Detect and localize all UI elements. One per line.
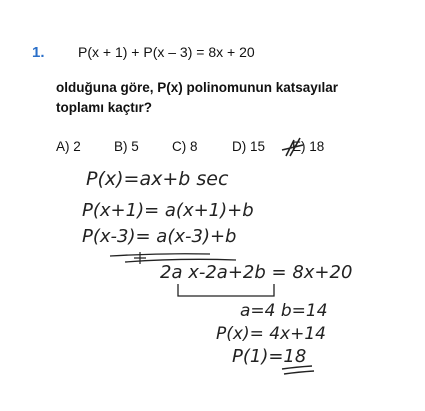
- choice-value: 5: [131, 139, 139, 154]
- choice-letter: D): [232, 139, 247, 154]
- handwritten-line-2: P(x+1)= a(x+1)+b: [82, 200, 254, 221]
- question-number: 1.: [32, 44, 45, 61]
- choice-value: 2: [73, 139, 81, 154]
- choice-e[interactable]: [292, 139, 324, 154]
- choice-c[interactable]: [172, 139, 198, 154]
- question-equation: P(x + 1) + P(x – 3) = 8x + 20: [78, 44, 255, 60]
- choice-a[interactable]: [56, 139, 81, 154]
- plus-marker: [134, 252, 146, 264]
- handwritten-line-6: P(x)= 4x+14: [216, 324, 326, 344]
- handwritten-line-1: P(x)=ax+b sec: [86, 168, 229, 190]
- choice-letter: C): [172, 139, 187, 154]
- choice-value: 18: [309, 139, 325, 154]
- choice-b[interactable]: [114, 139, 139, 154]
- choice-d[interactable]: [232, 139, 265, 154]
- choice-value: 8: [190, 139, 198, 154]
- choice-letter: A): [56, 139, 70, 154]
- answer-underline: [284, 371, 314, 374]
- choice-letter: B): [114, 139, 128, 154]
- handwritten-line-5: a=4 b=14: [240, 301, 328, 321]
- question-stem: olduğuna göre, P(x) polinomunun katsayılar toplamı kaçtır?: [56, 80, 339, 115]
- handwritten-line-4: 2a x-2a+2b = 8x+20: [160, 262, 353, 283]
- underline-stroke: [110, 254, 210, 256]
- choice-value: 15: [250, 139, 266, 154]
- handwritten-line-7: P(1)=18: [232, 346, 307, 367]
- bracket-stroke: [178, 284, 274, 296]
- handwritten-line-3: P(x-3)= a(x-3)+b: [82, 226, 237, 247]
- choice-letter: E): [292, 139, 306, 154]
- answer-choices: [56, 139, 386, 159]
